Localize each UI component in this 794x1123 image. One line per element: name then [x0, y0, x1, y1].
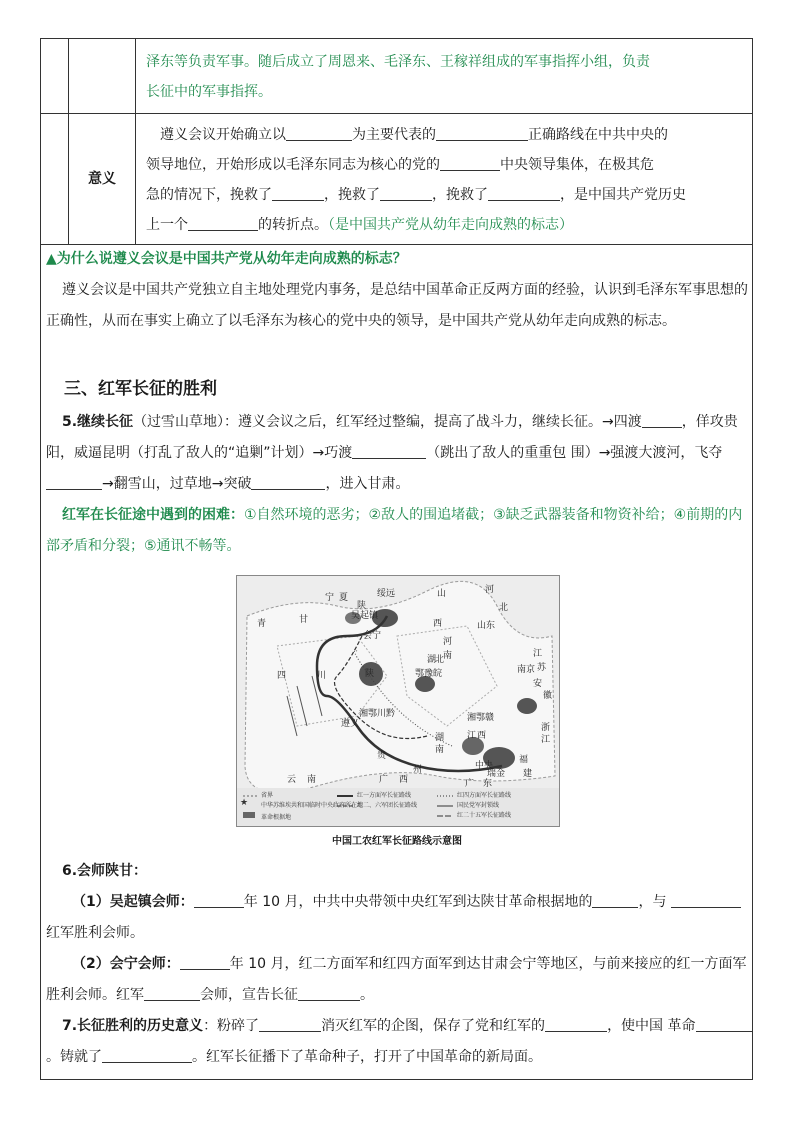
- question-block: [46, 244, 752, 337]
- map-label: 广: [379, 775, 389, 785]
- fill-blank[interactable]: [436, 124, 528, 141]
- map-label: 南: [435, 745, 445, 755]
- fill-blank[interactable]: [696, 1015, 752, 1032]
- map-label: 遵义: [341, 719, 360, 729]
- fill-blank[interactable]: [272, 184, 324, 201]
- map-legend-item: 红四方面军长征路线: [457, 792, 512, 799]
- map-label: 会宁: [363, 631, 382, 641]
- section3: [46, 374, 752, 562]
- item6-title: 6.会师陕甘：: [62, 863, 148, 879]
- map-label: 四: [277, 671, 287, 681]
- item7: 7.长征胜利的历史意义：粉碎了 消灭红军的企图，保存了党和红军的 ，使中国 革命。铸就了 。红军长征播下了革命种子，打开了中国革命的新局面。: [46, 1011, 752, 1073]
- map-label: 湖: [427, 655, 437, 665]
- table-row: [41, 39, 753, 114]
- map-label: 甘: [299, 615, 309, 625]
- map-legend-item: 红二十五军长征路线: [457, 812, 512, 819]
- map-label: 云: [287, 775, 297, 785]
- map-label: 广: [465, 779, 475, 789]
- fill-blank[interactable]: [642, 411, 682, 428]
- map-legend-item: 省界: [261, 792, 274, 799]
- fill-blank[interactable]: [144, 984, 200, 1001]
- fill-blank[interactable]: [298, 984, 360, 1001]
- map-label: 南: [443, 651, 453, 661]
- map-label: 西: [477, 731, 487, 741]
- map-label: 绥远: [377, 589, 396, 599]
- map-label: 北: [435, 655, 445, 665]
- map-label: 福: [519, 755, 529, 765]
- map-label: 山东: [477, 621, 496, 631]
- map-label: 徽: [543, 691, 553, 701]
- map-label: 河: [443, 637, 453, 647]
- fill-blank[interactable]: [671, 891, 741, 908]
- long-march-map: [236, 575, 560, 827]
- map-legend-item: 红二、六军团长征路线: [357, 802, 418, 809]
- map-label: 湖: [435, 733, 445, 743]
- map-legend-item: 革命根据地: [261, 814, 292, 821]
- map-label: 中央: [475, 761, 494, 771]
- fill-blank[interactable]: [352, 442, 426, 459]
- question-answer: 遵义会议是中国共产党独立自主地处理党内事务，是总结中国革命正反两方面的经验，认识到毛泽东军事思想的正确性，从而在事实上确立了以毛泽东为核心的党中央的领导，是中国共产党从幼年走向成熟的标志。: [46, 282, 748, 329]
- fill-blank[interactable]: [180, 953, 230, 970]
- table-row: [41, 114, 753, 245]
- map-label: 青: [257, 619, 267, 629]
- item6-2: （2）会宁会师： 年 10 月，红二方面军和红四方面军到达甘肃会宁等地区，与前来接应的红一方面军胜利会师。红军 会师，宣告长征 。: [46, 949, 752, 1011]
- map-legend-item: 中华苏维埃共和国临时中央政府所在地: [261, 802, 364, 809]
- map-label: 宁: [325, 593, 335, 603]
- fill-blank[interactable]: [102, 1046, 192, 1063]
- map-label: 江: [467, 731, 477, 741]
- map-label: 西: [399, 775, 409, 785]
- fill-blank[interactable]: [380, 184, 432, 201]
- row1-cell: [136, 39, 753, 114]
- section3-cont: [46, 856, 752, 1073]
- svg-text:★: ★: [240, 798, 249, 808]
- map-label: 西: [433, 619, 443, 629]
- fill-blank[interactable]: [286, 124, 352, 141]
- map-label: 东: [483, 779, 493, 789]
- map-label: 鄂豫皖: [415, 669, 443, 679]
- item5: 5.继续长征（过雪山草地）：遵义会议之后，红军经过整编，提高了战斗力，继续长征。→四渡 ，佯攻贵阳，威逼昆明（打乱了敌人的“追剿”计划）→巧渡 （跳出了敌人的重重包 围）→强渡大渡河，飞夺→翻雪山，过草地→突破 ，进入甘肃。: [46, 407, 752, 500]
- question-title: ▲为什么说遵义会议是中国共产党从幼年走向成熟的标志？: [46, 251, 407, 267]
- map-label: 江: [533, 649, 543, 659]
- map-label: 夏: [339, 593, 349, 603]
- significance-cell: 遵义会议开始确立以 为主要代表的 正确路线在中共中央的 领导地位，开始形成以毛泽东同志为核心的党的 中央领导集体，在极其危 急的情况下，挽救了 ，挽救了 ，挽救了 ，是中国共产党历史 上一个 的转折点。（是中国共产党从幼年走向成熟的标志）: [136, 114, 753, 245]
- item6-1: （1）吴起镇会师： 年 10 月，中共中央带领中央红军到达陕甘革命根据地的 ，与 红军胜利会师。: [46, 887, 752, 949]
- map-label: 湘鄂川黔: [359, 709, 396, 719]
- map-label: 建: [523, 769, 533, 779]
- map-legend-item: 红一方面军长征路线: [357, 792, 412, 799]
- fill-blank[interactable]: [440, 154, 500, 171]
- row1-line-a: 泽东等负责军事。随后成立了周恩来、毛泽东、王稼祥组成的军事指挥小组，负责: [146, 54, 650, 70]
- fill-blank[interactable]: [545, 1015, 607, 1032]
- fill-blank[interactable]: [194, 891, 244, 908]
- map-label: 川: [317, 671, 327, 681]
- fill-blank[interactable]: [251, 473, 325, 490]
- fill-blank[interactable]: [592, 891, 638, 908]
- map-label: 陕: [357, 601, 367, 611]
- map-legend-item: 国民党军封锁线: [457, 802, 500, 809]
- map-label: 河: [485, 585, 495, 595]
- fill-blank[interactable]: [488, 184, 560, 201]
- map-label: 江: [541, 735, 551, 745]
- map-label: 瑞金: [487, 769, 506, 779]
- fill-blank[interactable]: [46, 473, 102, 490]
- map-graphic: [237, 576, 559, 826]
- map-label: 陕: [365, 669, 375, 679]
- row1-line-b: 长征中的军事指挥。: [146, 84, 272, 100]
- content-table: [40, 38, 753, 245]
- map-label: 州: [413, 765, 423, 775]
- map-label: 南京: [517, 665, 536, 675]
- map-label: 南: [307, 775, 317, 785]
- row2-label: 意义: [69, 114, 136, 245]
- map-label: 吴起镇: [351, 611, 379, 621]
- fill-blank[interactable]: [188, 214, 258, 231]
- fill-blank[interactable]: [259, 1015, 321, 1032]
- map-label: 北: [499, 603, 509, 613]
- map-label: 安: [533, 679, 543, 689]
- map-caption: 中国工农红军长征路线示意图: [332, 836, 462, 847]
- map-label: 浙: [541, 723, 551, 733]
- section-heading: 三、红军长征的胜利: [64, 379, 217, 399]
- difficulties: 红军在长征途中遇到的困难：①自然环境的恶劣；②敌人的围追堵截；③缺乏武器装备和物资补给；④前期的内部矛盾和分裂；⑤通讯不畅等。: [46, 507, 743, 554]
- map-label: 贵: [377, 751, 387, 761]
- map-label: 苏: [537, 663, 547, 673]
- map-label: 湘鄂赣: [467, 713, 495, 723]
- map-label: 山: [437, 589, 447, 599]
